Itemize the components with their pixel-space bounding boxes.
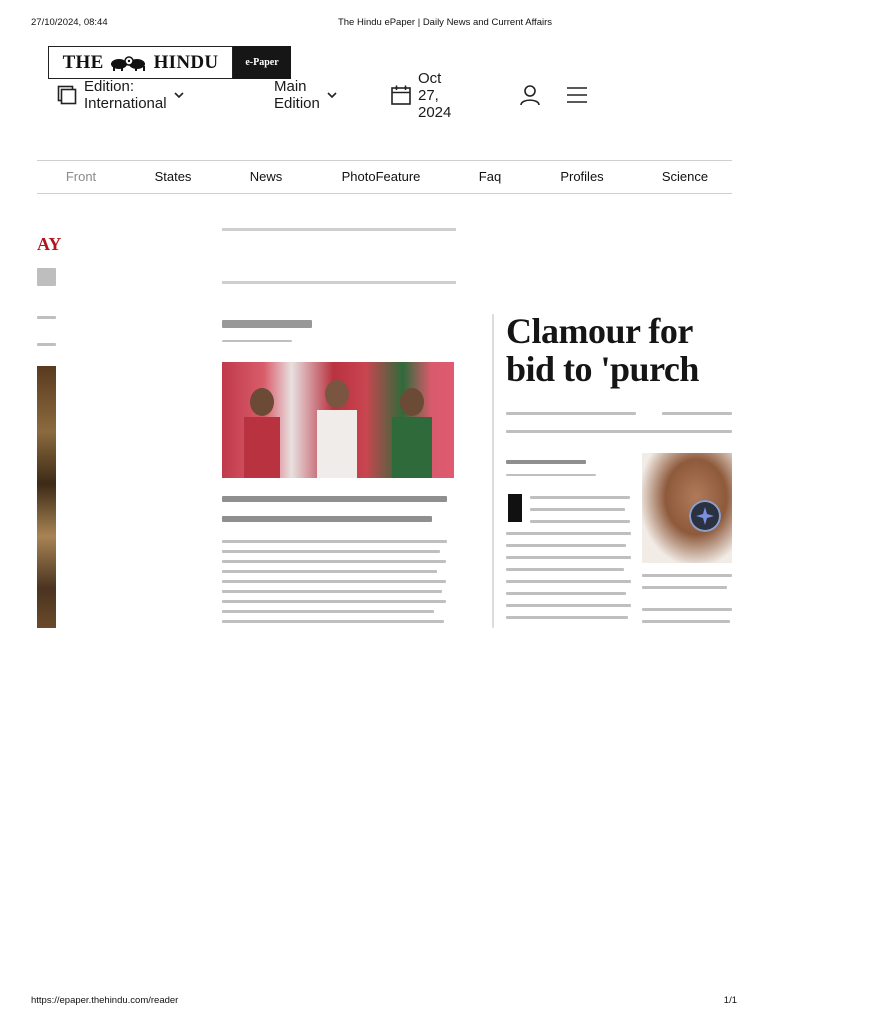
main-edition-label: Main Edition [274,78,320,112]
main-edition-selector[interactable] [274,78,338,112]
page-thumbnail-previous[interactable] [37,228,62,628]
chevron-down-icon [326,89,338,101]
thumbnail-photo [37,366,56,628]
thumbnail-headline-line-1: Clamour for [506,311,693,351]
tab-front[interactable]: Front [65,169,97,184]
print-url: https://epaper.thehindu.com/reader [31,995,179,1006]
date-picker[interactable] [390,69,452,121]
logo-word-the: THE [62,51,104,73]
the-hindu-epaper-logo[interactable] [48,46,291,79]
print-page-number: 1/1 [723,995,737,1006]
tab-science[interactable]: Science [661,169,709,184]
chevron-down-icon [173,89,185,101]
tab-profiles[interactable]: Profiles [560,169,604,184]
tab-news[interactable]: News [249,169,283,184]
selected-date: Oct 27, 2024 [418,69,452,121]
print-page-title: The Hindu ePaper | Daily News and Current Affairs [337,17,553,28]
logo-word-hindu: HINDU [153,51,219,73]
pages-icon [56,84,78,106]
user-account-button[interactable] [518,82,542,108]
edition-selector[interactable] [56,78,185,112]
edition-label: Edition: International [84,78,167,112]
thumbnail-photo-figures [222,362,454,478]
user-icon [518,83,542,107]
tab-states[interactable]: States [154,169,192,184]
thumbnail-headline-line-2: bid to 'purch [506,349,699,389]
logo-wordmark [48,46,233,79]
tab-photofeature[interactable]: PhotoFeature [341,169,421,184]
thumbnail-headline [506,312,699,388]
section-tabs [37,160,732,194]
print-datetime: 27/10/2024, 08:44 [31,17,108,28]
calendar-icon [390,84,412,106]
hamburger-menu-icon [566,86,588,104]
epaper-badge: e-Paper [233,46,291,79]
sparkle-icon [695,506,715,526]
thumbnail-dropcap [508,494,522,522]
elephant-emblem-icon [107,55,151,71]
ai-assistant-button[interactable] [689,500,721,532]
thumbnail-masthead-fragment: AY [37,234,62,254]
hamburger-menu-button[interactable] [566,82,588,108]
page-thumbnail-next[interactable] [492,228,732,628]
page-thumbnail-current[interactable] [222,228,456,628]
thumbnail-banner-box [222,228,456,284]
tab-faq[interactable]: Faq [478,169,502,184]
